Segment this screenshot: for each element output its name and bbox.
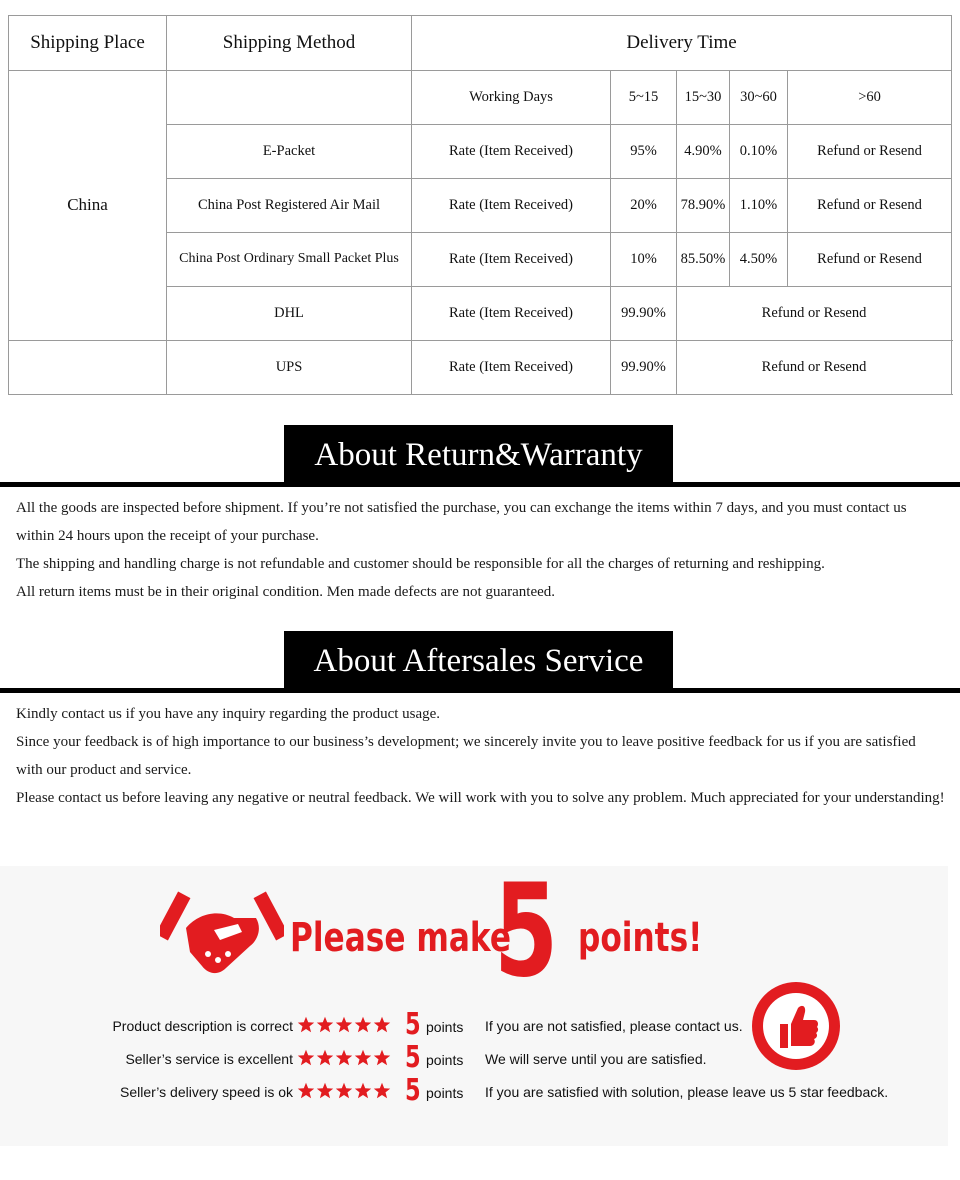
method-cell: China Post Registered Air Mail (167, 179, 412, 233)
star-icon (297, 1082, 315, 1100)
rating-unit: points (426, 1052, 464, 1068)
star-icon (297, 1016, 315, 1034)
rating-label: Seller’s service is excellent (125, 1051, 293, 1067)
header-delivery-time: Delivery Time (412, 16, 952, 71)
aftersales-text (16, 700, 946, 812)
thumbs-up-icon (752, 982, 840, 1070)
paragraph: Since your feedback is of high importance to our business’s development; we sincerely invite you to leave positive feedback for us if you are satisfied with our product and service. (16, 734, 916, 778)
paragraph: All the goods are inspected before shipment. If you’re not satisfied the purchase, you can exchange the items within 7 days, and you must contact us within 24 hours upon the receipt of your purchase. (16, 500, 907, 544)
rating-message: We will serve until you are satisfied. (485, 1051, 707, 1067)
method-cell: DHL (167, 287, 412, 341)
rating-number: 5 (405, 1073, 421, 1108)
table-row (9, 341, 952, 395)
aftersales-header (0, 631, 960, 693)
star-icon (297, 1049, 315, 1067)
rate-cell: 95% (611, 125, 677, 179)
star-icon (354, 1016, 372, 1034)
star-icon (373, 1016, 391, 1034)
rate-cell: Refund or Resend (677, 287, 952, 341)
rate-cell: Refund or Resend (788, 233, 952, 287)
please-make-text: Please make (290, 915, 512, 961)
rating-message: If you are not satisfied, please contact us. (485, 1018, 743, 1034)
metric-cell: Rate (Item Received) (412, 125, 611, 179)
star-icon (316, 1082, 334, 1100)
method-cell: China Post Ordinary Small Packet Plus (167, 233, 412, 287)
header-shipping-place: Shipping Place (9, 16, 167, 71)
rate-cell: Refund or Resend (677, 341, 952, 395)
metric-cell: Rate (Item Received) (412, 287, 611, 341)
star-icon (373, 1049, 391, 1067)
rating-row (0, 1073, 948, 1108)
metric-cell: Rate (Item Received) (412, 179, 611, 233)
empty-cell (9, 341, 167, 395)
star-icon (335, 1082, 353, 1100)
range-cell: 15~30 (677, 71, 730, 125)
paragraph: Please contact us before leaving any negative or neutral feedback. We will work with you to solve any problem. Much appreciated for your understanding! (16, 790, 945, 806)
rate-cell: Refund or Resend (788, 125, 952, 179)
rate-cell: 1.10% (730, 179, 788, 233)
method-cell: UPS (167, 341, 412, 395)
star-icon (316, 1016, 334, 1034)
table-header-row (9, 16, 952, 71)
star-icon (354, 1049, 372, 1067)
range-cell: 30~60 (730, 71, 788, 125)
header-shipping-method: Shipping Method (167, 16, 412, 71)
rating-label: Seller’s delivery speed is ok (119, 1084, 293, 1100)
rate-cell: 99.90% (611, 287, 677, 341)
paragraph: The shipping and handling charge is not refundable and customer should be responsible for all the charges of returning and reshipping. (16, 556, 825, 572)
return-warranty-header (0, 425, 960, 487)
rating-number: 5 (405, 1007, 421, 1042)
handshake-icon (160, 888, 284, 980)
star-icon (373, 1082, 391, 1100)
rating-label: Product description is correct (112, 1018, 293, 1034)
empty-cell (167, 71, 412, 125)
rate-cell: 85.50% (677, 233, 730, 287)
paragraph: All return items must be in their original condition. Men made defects are not guaranteed. (16, 584, 556, 600)
shipping-place-china: China (9, 71, 167, 341)
range-cell: 5~15 (611, 71, 677, 125)
rating-unit: points (426, 1085, 464, 1101)
metric-cell: Rate (Item Received) (412, 341, 611, 395)
star-icon (335, 1049, 353, 1067)
method-cell: E-Packet (167, 125, 412, 179)
range-cell: >60 (788, 71, 952, 125)
rating-number: 5 (405, 1040, 421, 1075)
big-five: 5 (494, 857, 559, 1006)
points-exclaim: points! (578, 915, 703, 961)
rating-unit: points (426, 1019, 464, 1035)
rate-cell: 0.10% (730, 125, 788, 179)
section-title: About Return&Warranty (284, 425, 673, 487)
table-row (9, 71, 952, 125)
rate-cell: 20% (611, 179, 677, 233)
rating-message: If you are satisfied with solution, please leave us 5 star feedback. (485, 1084, 889, 1100)
rate-cell: Refund or Resend (788, 179, 952, 233)
working-days-label: Working Days (412, 71, 611, 125)
return-warranty-text (16, 494, 946, 606)
metric-cell: Rate (Item Received) (412, 233, 611, 287)
shipping-table (8, 15, 952, 395)
section-title: About Aftersales Service (284, 631, 673, 693)
star-icon (316, 1049, 334, 1067)
rate-cell: 4.50% (730, 233, 788, 287)
rate-cell: 4.90% (677, 125, 730, 179)
star-icon (354, 1082, 372, 1100)
rate-cell: 99.90% (611, 341, 677, 395)
star-rating (297, 1049, 391, 1071)
rate-cell: 10% (611, 233, 677, 287)
paragraph: Kindly contact us if you have any inquiry regarding the product usage. (16, 706, 441, 722)
star-rating (297, 1016, 391, 1038)
star-icon (335, 1016, 353, 1034)
star-rating (297, 1082, 391, 1104)
rate-cell: 78.90% (677, 179, 730, 233)
